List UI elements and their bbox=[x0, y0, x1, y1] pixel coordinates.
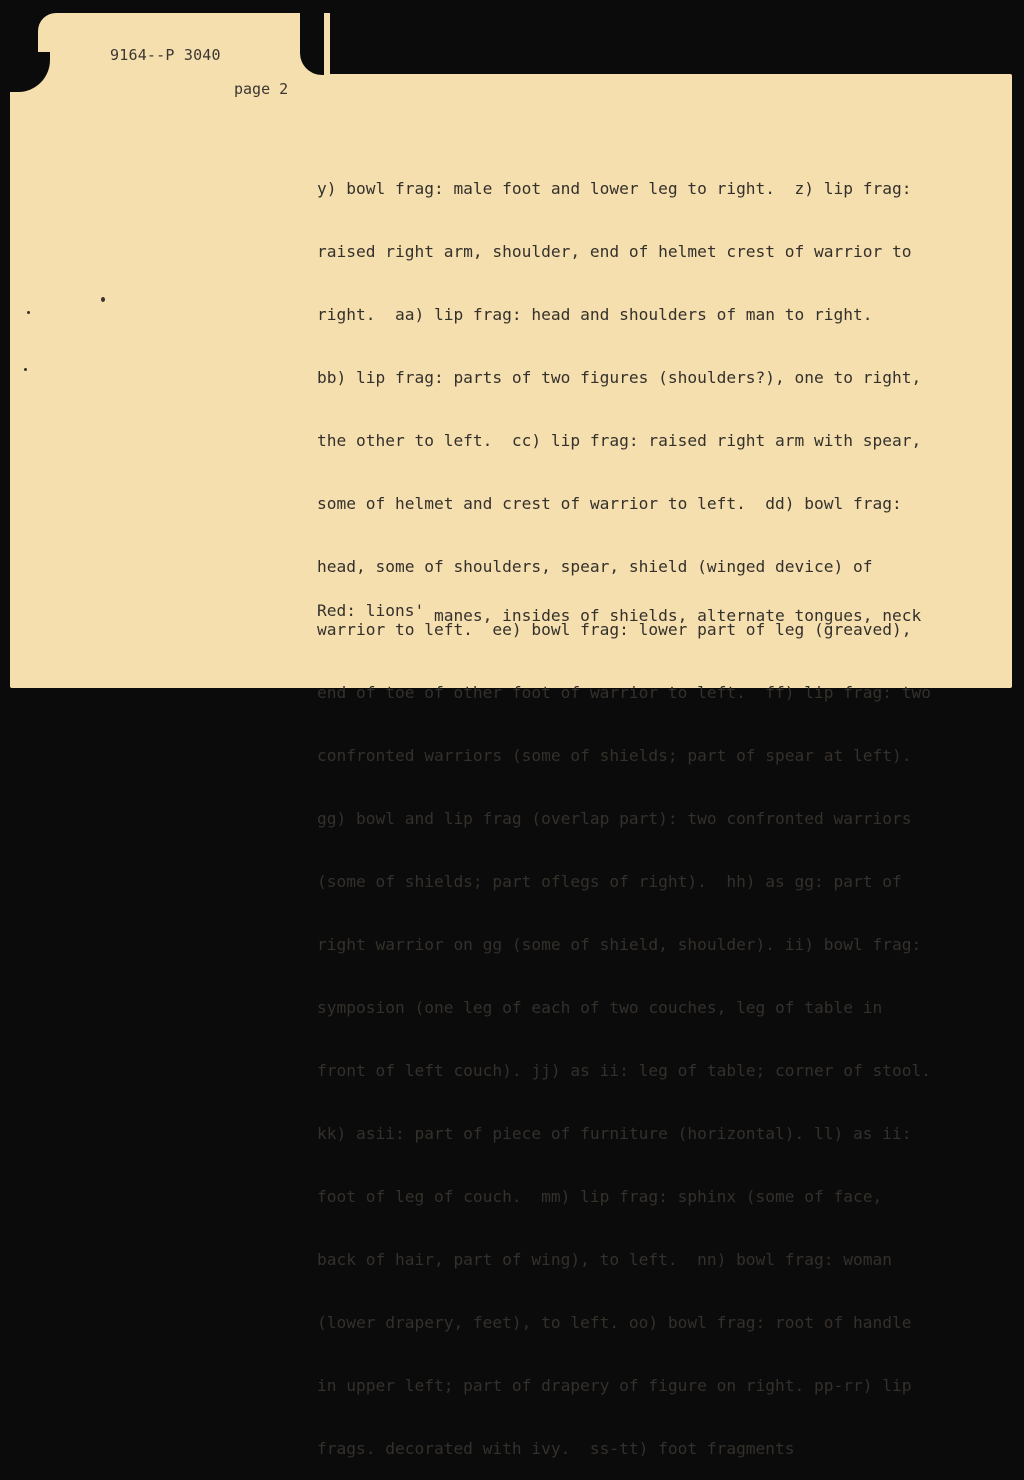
red-text: manes, insides of shields, alternate tongues, neck bbox=[424, 606, 922, 625]
red-pigment-note bbox=[317, 601, 922, 625]
text-line: foot of leg of couch. mm) lip frag: sphinx (some of face, bbox=[317, 1187, 883, 1206]
text-line: (lower drapery, feet), to left. oo) bowl frag: root of handle bbox=[317, 1313, 912, 1332]
card-body-text bbox=[317, 136, 1007, 1480]
catalog-number: 9164--P 3040 bbox=[110, 46, 221, 64]
text-line: raised right arm, shoulder, end of helmet crest of warrior to bbox=[317, 242, 912, 261]
text-line: frags. decorated with ivy. ss-tt) foot fragments bbox=[317, 1439, 795, 1458]
text-line: symposion (one leg of each of two couches, leg of table in bbox=[317, 998, 883, 1017]
text-line: right. aa) lip frag: head and shoulders of man to right. bbox=[317, 305, 873, 324]
text-line: some of helmet and crest of warrior to left. dd) bowl frag: bbox=[317, 494, 902, 513]
page-label: page 2 bbox=[234, 80, 289, 98]
text-line: in upper left; part of drapery of figure on right. pp-rr) lip bbox=[317, 1376, 912, 1395]
text-line: warrior to left. ee) bowl frag: lower part of leg (greaved), bbox=[317, 620, 912, 639]
tab-curve-right bbox=[300, 13, 324, 75]
text-line: back of hair, part of wing), to left. nn) bowl frag: woman bbox=[317, 1250, 892, 1269]
text-line: y) bowl frag: male foot and lower leg to right. z) lip frag: bbox=[317, 179, 912, 198]
card-speck bbox=[27, 311, 30, 314]
text-line: end of toe of other foot of warrior to left. ff) lip frag: two bbox=[317, 683, 931, 702]
text-line: (some of shields; part oflegs of right). hh) as gg: part of bbox=[317, 872, 902, 891]
text-line: bb) lip frag: parts of two figures (shoulders?), one to right, bbox=[317, 368, 922, 387]
text-line: right warrior on gg (some of shield, shoulder). ii) bowl frag: bbox=[317, 935, 922, 954]
red-label: Red: lions' bbox=[317, 601, 425, 620]
text-line: gg) bowl and lip frag (overlap part): two confronted warriors bbox=[317, 809, 912, 828]
text-line: confronted warriors (some of shields; part of spear at left). bbox=[317, 746, 912, 765]
text-line: front of left couch). jj) as ii: leg of table; corner of stool. bbox=[317, 1061, 931, 1080]
text-line: kk) asii: part of piece of furniture (horizontal). ll) as ii: bbox=[317, 1124, 912, 1143]
card-speck bbox=[24, 368, 27, 371]
text-line: head, some of shoulders, spear, shield (winged device) of bbox=[317, 557, 873, 576]
text-line: the other to left. cc) lip frag: raised right arm with spear, bbox=[317, 431, 922, 450]
card-speck bbox=[101, 297, 105, 302]
